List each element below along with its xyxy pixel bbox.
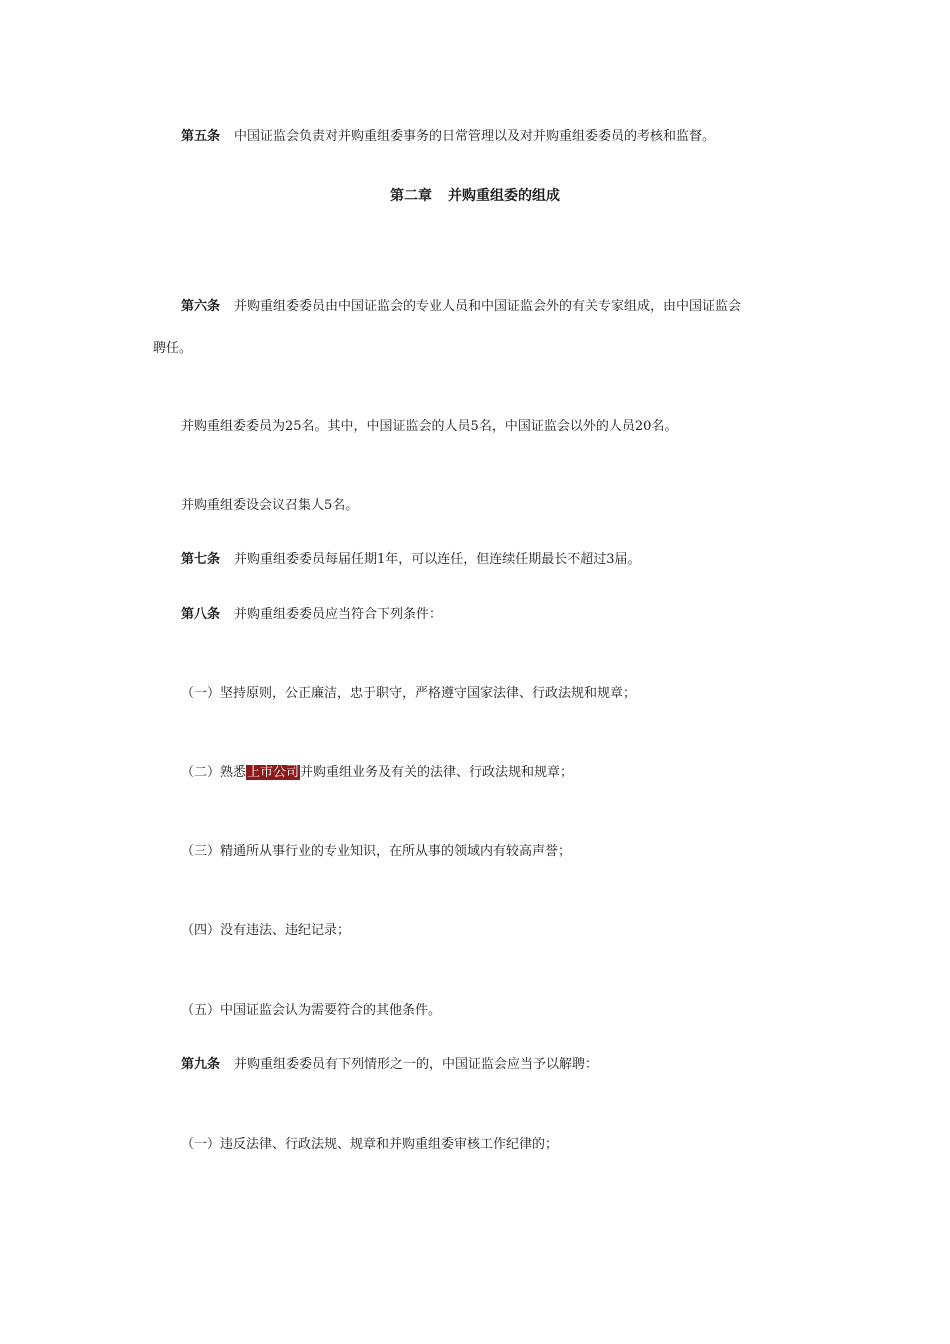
article-8-item-4 xyxy=(181,922,350,940)
article-8-text: 并购重组委委员应当符合下列条件： xyxy=(234,607,443,622)
article-9-item-1 xyxy=(181,1136,558,1154)
article-7-text: 并购重组委委员每届任期1年，可以连任，但连续任期最长不超过3届。 xyxy=(234,552,641,567)
paragraph-members xyxy=(181,418,677,436)
chapter-2-number: 第二章 xyxy=(390,188,432,204)
article-8-item-4-text: （四）没有违法、违纪记录； xyxy=(181,923,351,938)
article-9-text: 并购重组委委员有下列情形之一的，中国证监会应当予以解聘： xyxy=(234,1057,599,1072)
paragraph-conveners-text: 并购重组委设会议召集人5名。 xyxy=(181,498,359,513)
article-8-item-3 xyxy=(181,843,571,861)
article-9-label: 第九条 xyxy=(181,1057,221,1072)
chapter-2-heading xyxy=(0,186,950,206)
article-8-item-2 xyxy=(181,764,573,782)
article-9 xyxy=(181,1056,598,1074)
article-7 xyxy=(181,551,641,569)
article-5 xyxy=(181,128,715,146)
chapter-2-title: 并购重组委的组成 xyxy=(448,188,560,204)
article-8-item-5-text: （五）中国证监会认为需要符合的其他条件。 xyxy=(181,1003,442,1018)
highlighted-term: 上市公司 xyxy=(247,765,300,780)
article-8-item-3-text: （三）精通所从事行业的专业知识，在所从事的领域内有较高声誉； xyxy=(181,844,572,859)
article-6-line2 xyxy=(153,340,192,358)
article-6-label: 第六条 xyxy=(181,299,221,314)
article-9-item-1-text: （一）违反法律、行政法规、规章和并购重组委审核工作纪律的； xyxy=(181,1137,559,1152)
article-6-text-line2: 聘任。 xyxy=(153,341,193,356)
article-6-text-line1: 并购重组委委员由中国证监会的专业人员和中国证监会外的有关专家组成，由中国证监会 xyxy=(234,299,742,314)
article-5-text: 中国证监会负责对并购重组委事务的日常管理以及对并购重组委委员的考核和监督。 xyxy=(234,129,716,144)
article-8-item-1 xyxy=(181,685,636,703)
article-8-item-2-rest: 并购重组业务及有关的法律、行政法规和规章； xyxy=(300,765,574,780)
paragraph-conveners xyxy=(181,497,358,515)
article-8-label: 第八条 xyxy=(181,607,221,622)
article-8-item-5 xyxy=(181,1002,441,1020)
article-8-item-2-prefix: （二）熟悉 xyxy=(181,765,247,780)
article-8 xyxy=(181,606,442,624)
article-6 xyxy=(181,298,741,316)
article-8-item-1-text: （一）坚持原则，公正廉洁，忠于职守，严格遵守国家法律、行政法规和规章； xyxy=(181,686,637,701)
paragraph-members-text: 并购重组委委员为25名。其中，中国证监会的人员5名，中国证监会以外的人员20名。 xyxy=(181,419,678,434)
article-5-label: 第五条 xyxy=(181,129,221,144)
article-7-label: 第七条 xyxy=(181,552,221,567)
